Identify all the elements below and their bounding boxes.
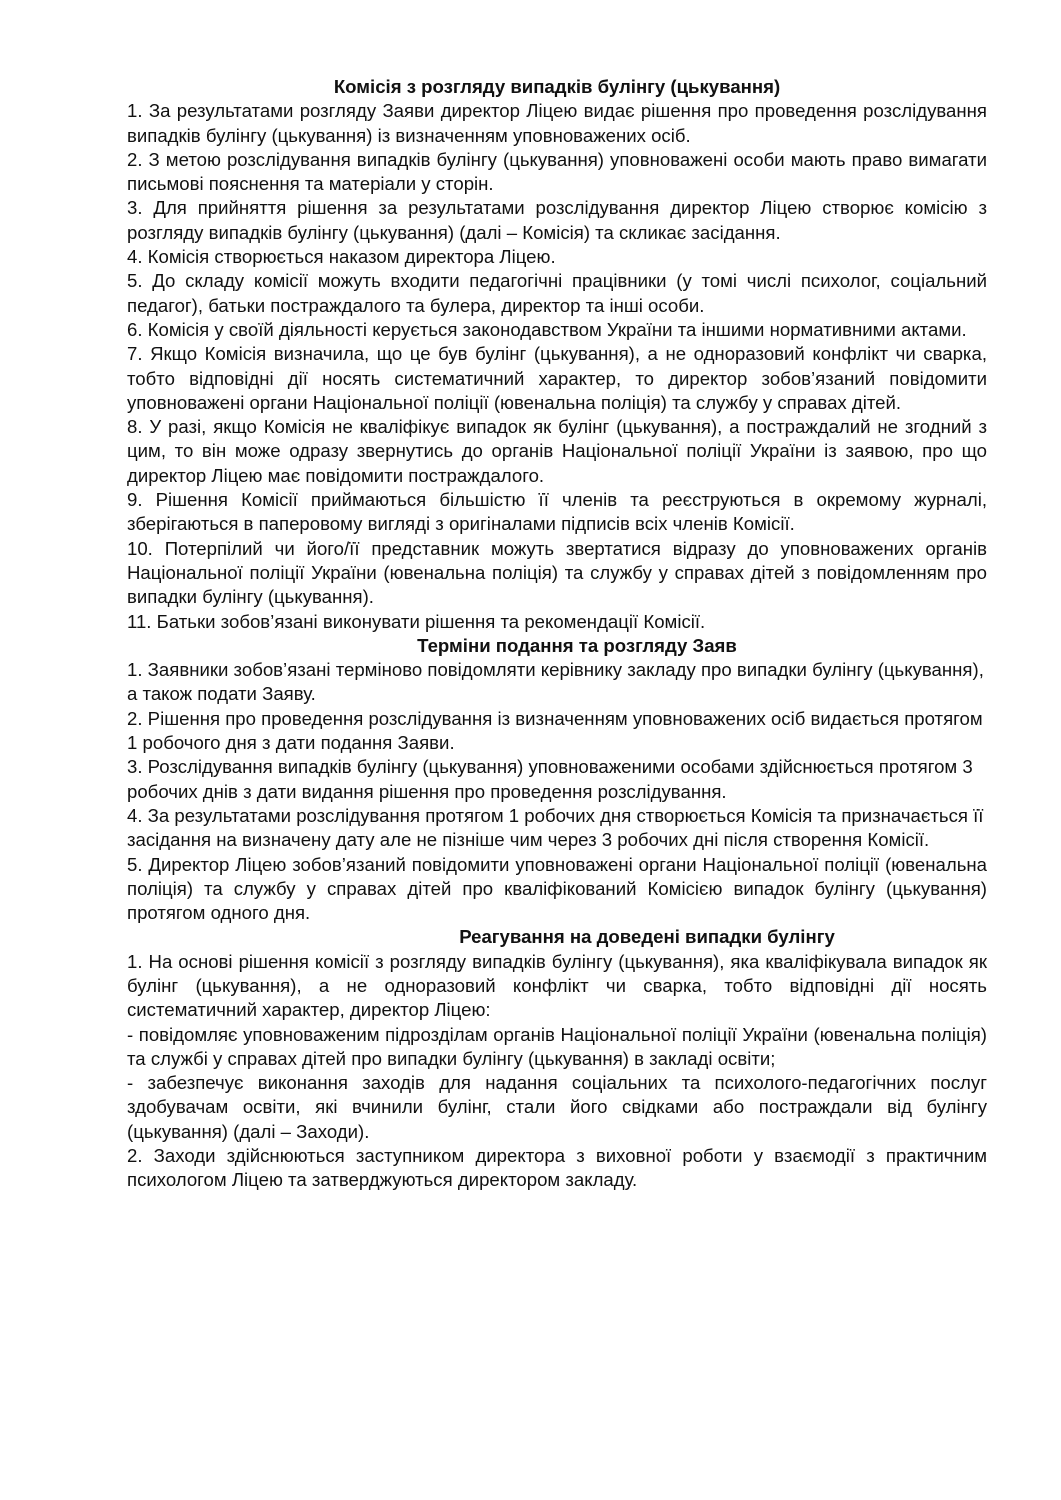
paragraph: 1. За результатами розгляду Заяви директор Ліцею видає рішення про проведення розслідування випадків булінгу (цькування) із визначенням уповноважених осіб. [127,100,987,146]
paragraph: 2. З метою розслідування випадків булінгу (цькування) уповноважені особи мають право вимагати письмові пояснення та матеріали у сторін. [127,148,987,195]
paragraph: 4. Комісія створюється наказом директора Ліцею. [127,246,556,268]
paragraph: 11. Батьки зобов’язані виконувати рішення та рекомендації Комісії. [127,610,706,632]
paragraph: 5. До складу комісії можуть входити педагогічні працівники (у томі числі психолог, соціальний педагог), батьки постраждалого та булера, директор та інші особи. [127,270,987,316]
paragraph: 5. Директор Ліцею зобов’язаний повідомити уповноважені органи Національної поліції (ювенальна поліція) та службу у справах дітей про кваліфікований Комісією випадок булінгу (цькування) протягом одного дня. [127,853,987,924]
paragraph: - забезпечує виконання заходів для надання соціальних та психолого-педагогічних послуг здобувачам освіти, які вчинили булінг, стали його свідками або постраждали від булінгу (цькування) (далі – Заходи). [127,1072,987,1142]
section-title-deadlines: Терміни подання та розгляду Заяв [417,634,737,656]
paragraph: 2. Рішення про проведення розслідування із визначенням уповноважених осіб видається протягом 1 робочого дня з дати подання Заяви. [127,707,983,754]
document-page [127,75,987,1193]
paragraph: 7. Якщо Комісія визначила, що це був булінг (цькування), а не одноразовий конфлікт чи сварка, тобто відповідні дії носять систематичний характер, то директор зобов’язаний повідомити уповноважені органи Національної поліції (ювенальна поліція) та службу у справах дітей. [127,343,987,413]
paragraph: 4. За результатами розслідування протягом 1 робочих дня створюється Комісія та призначається її засідання на визначену дату але не пізніше чим через 3 робочих дні після створення Комісії. [127,804,984,851]
paragraph: - повідомляє уповноваженим підрозділам органів Національної поліції України (ювенальна поліція) та службі у справах дітей про випадки булінгу (цькування) в закладі освіти; [127,1023,987,1069]
paragraph: 2. Заходи здійснюються заступником директора з виховної роботи у взаємодії з практичним психологом Ліцею та затверджуються директором закладу. [127,1145,987,1191]
paragraph: 10. Потерпілий чи його/її представник можуть звертатися відразу до уповноважених органів Національної поліції України (ювенальна поліція) та службу у справах дітей з повідомленням про випадки булінгу (цькування). [127,537,987,608]
section-title-response: Реагування на доведені випадки булінгу [459,926,835,948]
paragraph: 3. Розслідування випадків булінгу (цькування) уповноваженими особами здійснюється протягом 3 робочих днів з дати видання рішення про проведення розслідування. [127,756,973,802]
paragraph: 9. Рішення Комісії приймаються більшістю її членів та реєструються в окремому журналі, зберігаються в паперовому вигляді з оригіналами підписів всіх членів Комісії. [127,489,987,535]
paragraph: 6. Комісія у своїй діяльності керується законодавством України та іншими нормативними актами. [127,318,967,340]
paragraph: 1. Заявники зобов’язані терміново повідомляти керівнику закладу про випадки булінгу (цькування), а також подати Заяву. [127,659,984,705]
paragraph: 8. У разі, якщо Комісія не кваліфікує випадок як булінг (цькування), а постраждалий не згодний з цим, то він може одразу звернутись до органів Національної поліції України із заявою, про що директор Ліцею має повідомити постраждалого. [127,416,987,486]
section-title-commission: Комісія з розгляду випадків булінгу (цькування) [333,76,781,97]
paragraph: 1. На основі рішення комісії з розгляду випадків булінгу (цькування), яка кваліфікувала випадок як булінг (цькування), а не одноразовий конфлікт чи сварка, тобто відповідні дії носять систематичний характер, директор Ліцею: [127,950,987,1021]
paragraph: 3. Для прийняття рішення за результатами розслідування директор Ліцею створює комісію з розгляду випадків булінгу (цькування) (далі – Комісія) та скликає засідання. [127,197,987,243]
